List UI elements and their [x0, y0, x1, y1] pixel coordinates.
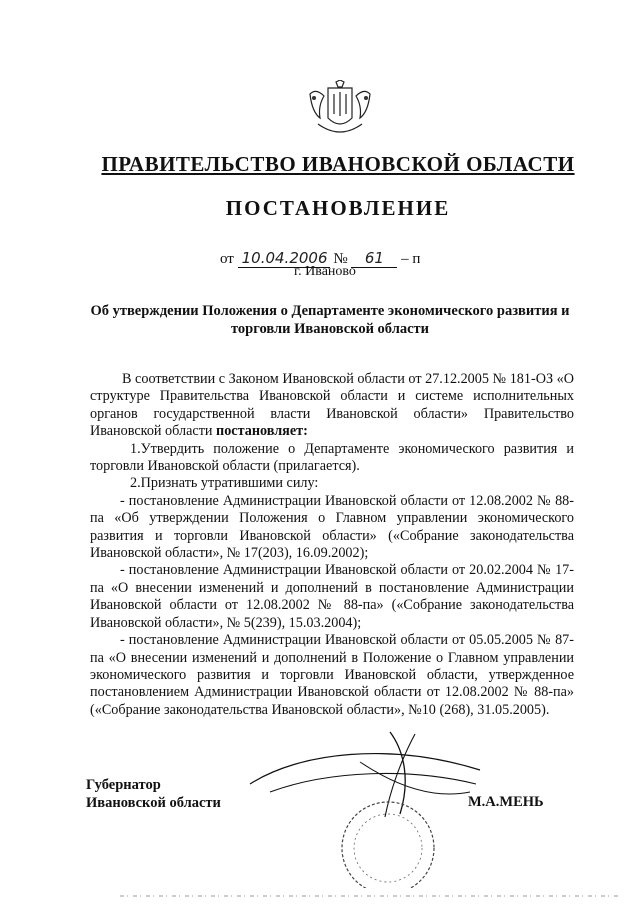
- signatory-title: [86, 776, 221, 812]
- signatory-title-line1: Губернатор: [86, 777, 161, 793]
- date-prefix: от: [220, 251, 234, 267]
- sub-item-1: - постановление Администрации Ивановской области от 12.08.2002 № 88-па «Об утверждении Положения о Главном управлении экономического развития и торговли Ивановской области» («Собрание законодательства Ивановской области», № 17(203), 16.09.2002);: [90, 492, 574, 562]
- government-title: ПРАВИТЕЛЬСТВО ИВАНОВСКОЙ ОБЛАСТИ: [101, 152, 575, 176]
- item-1: 1.Утвердить положение о Департаменте экономического развития и торговли Ивановской области (прилагается).: [90, 440, 574, 475]
- document-body: [90, 371, 574, 719]
- decree-word: постановляет:: [216, 423, 308, 440]
- coat-of-arms-icon: [300, 80, 380, 142]
- item-2: 2.Признать утратившими силу:: [130, 475, 319, 492]
- number-prefix: №: [333, 251, 348, 267]
- scan-artifact-line: [120, 893, 620, 899]
- sub-item-3: - постановление Администрации Ивановской области от 05.05.2005 № 87-па «О внесении изменений и дополнений в Положение о Главном управлении экономического развития и торговли Ивановской области, утвержденное постановлением Администрации Ивановской области от 12.08.2002 № 88-па» («Собрание законодательства Ивановской области», №10 (268), 31.05.2005).: [90, 632, 574, 718]
- intro-text: В соответствии с Законом Ивановской области от 27.12.2005 № 181-ОЗ «О структуре Правительства Ивановской области и системе исполнительных органов государственной власти Ивановской области» Правительство Ивановской области: [90, 371, 574, 440]
- number-value: 61: [351, 249, 397, 268]
- document-subject: Об утверждении Положения о Департаменте экономического развития и торговли Ивановской области: [90, 303, 570, 337]
- city: г. Иваново: [294, 264, 356, 279]
- signatory-title-line2: Ивановской области: [86, 795, 221, 811]
- round-seal-stamp: [328, 788, 448, 888]
- intro-paragraph: [90, 371, 574, 441]
- number-suffix: – п: [401, 251, 421, 267]
- date-value: 10.04.2006: [238, 249, 330, 268]
- sub-item-2: - постановление Администрации Ивановской области от 20.02.2004 № 17-па «О внесении изменений и дополнений в постановление Администрации Ивановской области от 12.08.2002 № 88-па» («Собрание законодательства Ивановской области», № 5(239), 15.03.2004);: [90, 562, 574, 631]
- document-type: ПОСТАНОВЛЕНИЕ: [225, 196, 451, 220]
- signatory-name: М.А.МЕНЬ: [468, 794, 544, 810]
